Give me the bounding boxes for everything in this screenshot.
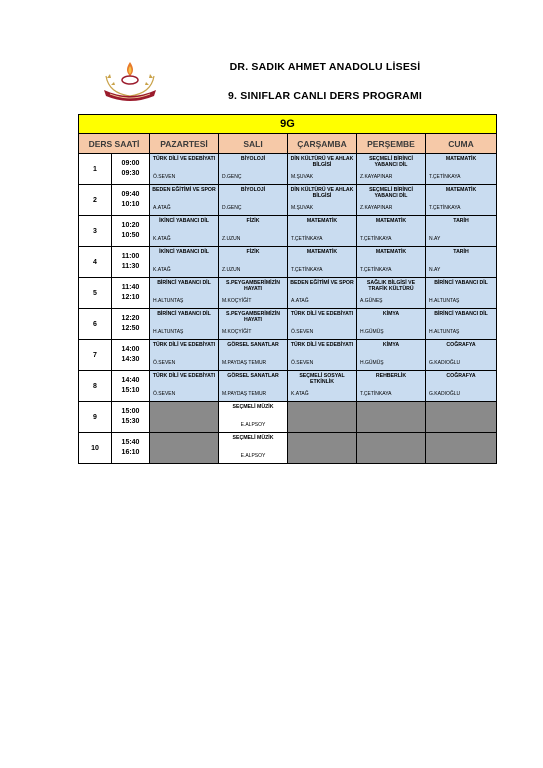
teacher-name: Ö.SEVEN (291, 360, 314, 366)
start-time: 11:00 (121, 253, 140, 260)
schedule-row (79, 278, 497, 309)
lesson-number: 8 (79, 371, 112, 402)
lesson-cell (288, 402, 357, 433)
start-time: 11:40 (121, 284, 140, 291)
lesson-cell (288, 371, 357, 402)
subject-name: BİYOLOJİ (240, 156, 266, 162)
subject-name: GÖRSEL SANATLAR (227, 342, 279, 348)
lesson-cell (219, 278, 288, 309)
lesson-cell (288, 154, 357, 185)
lesson-cell (357, 216, 426, 247)
subject-name: BEDEN EĞİTİMİ VE SPOR (152, 187, 216, 193)
start-time: 15:00 (121, 408, 140, 415)
end-time: 11:30 (121, 263, 140, 270)
lesson-cell (150, 371, 219, 402)
schedule-row (79, 402, 497, 433)
teacher-name: Z.UZUN (222, 236, 241, 242)
teacher-name: D.GENÇ (222, 174, 242, 180)
lesson-number: 3 (79, 216, 112, 247)
subject-name (357, 433, 425, 450)
teacher-name: M.KOÇYİĞİT (222, 329, 252, 335)
teacher-name: M.PAYDAŞ TEMUR (222, 391, 267, 397)
teacher-name: A.GÜNEŞ (360, 298, 383, 304)
schedule-row (79, 340, 497, 371)
schedule-row (79, 154, 497, 185)
lesson-cell (288, 309, 357, 340)
lesson-cell (150, 278, 219, 309)
subject-name (426, 402, 496, 419)
subject-name: KİMYA (382, 311, 400, 317)
subject-name: İKİNCİ YABANCI DİL (159, 249, 209, 255)
start-time: 15:40 (121, 439, 140, 446)
subject-name (150, 402, 218, 419)
lesson-time (112, 402, 150, 433)
end-time: 12:10 (121, 294, 140, 301)
lesson-number: 9 (79, 402, 112, 433)
lesson-number: 7 (79, 340, 112, 371)
subject-name: SEÇMELİ MÜZİK (232, 435, 274, 441)
subject-name: SEÇMELİ BİRİNCİ YABANCI DİL (369, 187, 413, 199)
lesson-number: 4 (79, 247, 112, 278)
lesson-cell (426, 433, 497, 464)
subject-name: DİN KÜLTÜRÜ VE AHLAK BİLGİSİ (290, 156, 354, 168)
lesson-time (112, 340, 150, 371)
lesson-cell (426, 340, 497, 371)
subject-name: MATEMATİK (445, 156, 477, 162)
subject-name (150, 433, 218, 450)
end-time: 10:10 (121, 201, 140, 208)
teacher-name: T.ÇETİNKAYA (429, 174, 461, 180)
lesson-cell (288, 278, 357, 309)
lesson-time (112, 185, 150, 216)
subject-name: MATEMATİK (375, 218, 407, 224)
teacher-name: N.AY (429, 236, 441, 242)
subject-name: MATEMATİK (306, 249, 338, 255)
subject-name: TÜRK DİLİ VE EDEBİYATI (152, 373, 216, 379)
subject-name: TARİH (453, 249, 469, 255)
subject-name: COĞRAFYA (446, 342, 476, 348)
subject-name: TARİH (453, 218, 469, 224)
end-time: 10:50 (121, 232, 140, 239)
lesson-number: 6 (79, 309, 112, 340)
teacher-name: T.ÇETİNKAYA (429, 205, 461, 211)
lesson-cell (219, 185, 288, 216)
lesson-cell (150, 340, 219, 371)
lesson-cell (150, 433, 219, 464)
subject-name: BİRİNCİ YABANCI DİL (434, 311, 488, 317)
teacher-name: Ö.SEVEN (153, 174, 176, 180)
teacher-name: E.ALPSOY (240, 453, 266, 459)
end-time: 14:30 (121, 356, 140, 363)
school-name: DR. SADIK AHMET ANADOLU LİSESİ (229, 61, 421, 73)
lesson-cell (357, 340, 426, 371)
lesson-number: 10 (79, 433, 112, 464)
end-time: 12:50 (121, 325, 140, 332)
lesson-cell (219, 309, 288, 340)
lesson-cell (357, 154, 426, 185)
teacher-name: M.KOÇYİĞİT (222, 298, 252, 304)
subject-name: BİRİNCİ YABANCI DİL (157, 311, 211, 317)
lesson-time (112, 216, 150, 247)
subject-name: SEÇMELİ MÜZİK (232, 404, 274, 410)
lesson-number: 1 (79, 154, 112, 185)
end-time: 09:30 (121, 170, 140, 177)
subject-name: FİZİK (246, 249, 260, 255)
schedule-row (79, 433, 497, 464)
teacher-name: K.ATAĞ (153, 236, 171, 242)
subject-name: SAĞLIK BİLGİSİ VE TRAFİK KÜLTÜRÜ (366, 280, 416, 292)
lesson-time (112, 371, 150, 402)
teacher-name: Ö.SEVEN (291, 329, 314, 335)
lesson-cell (357, 278, 426, 309)
subject-name: BİRİNCİ YABANCI DİL (157, 280, 211, 286)
lesson-cell (288, 433, 357, 464)
lesson-cell (426, 154, 497, 185)
teacher-name: K.ATAĞ (291, 391, 309, 397)
lesson-cell (288, 185, 357, 216)
schedule-table (78, 114, 497, 464)
column-header-day: SALI (219, 134, 288, 154)
lesson-cell (288, 247, 357, 278)
lesson-cell (219, 340, 288, 371)
lesson-cell (357, 371, 426, 402)
start-time: 10:20 (121, 222, 140, 229)
subject-name: MATEMATİK (445, 187, 477, 193)
lesson-cell (219, 402, 288, 433)
teacher-name: A.ATAĞ (291, 298, 309, 304)
column-header-day: PERŞEMBE (357, 134, 426, 154)
subject-name: BİRİNCİ YABANCI DİL (434, 280, 488, 286)
teacher-name: H.ALTUNTAŞ (153, 298, 184, 304)
subject-name: KİMYA (382, 342, 400, 348)
lesson-cell (219, 371, 288, 402)
lesson-cell (219, 154, 288, 185)
lesson-cell (219, 216, 288, 247)
lesson-cell (426, 371, 497, 402)
lesson-cell (150, 216, 219, 247)
start-time: 09:00 (121, 160, 140, 167)
teacher-name: D.GENÇ (222, 205, 242, 211)
subject-name: REHBERLİK (375, 373, 407, 379)
end-time: 15:10 (121, 387, 140, 394)
lesson-cell (426, 185, 497, 216)
teacher-name: H.ALTUNTAŞ (429, 329, 460, 335)
teacher-name: T.ÇETİNKAYA (360, 236, 392, 242)
lesson-time (112, 309, 150, 340)
subject-name: TÜRK DİLİ VE EDEBİYATI (152, 156, 216, 162)
lesson-cell (357, 185, 426, 216)
teacher-name: Z.KAYAPINAR (360, 174, 393, 180)
class-name: 9G (79, 115, 497, 134)
lesson-time (112, 247, 150, 278)
lesson-cell (150, 247, 219, 278)
lesson-cell (357, 433, 426, 464)
subject-name: MATEMATİK (375, 249, 407, 255)
subject-name: FİZİK (246, 218, 260, 224)
schedule-row (79, 371, 497, 402)
schedule-row (79, 309, 497, 340)
lesson-cell (426, 278, 497, 309)
subject-name: COĞRAFYA (446, 373, 476, 379)
subject-name (426, 433, 496, 450)
lesson-time (112, 154, 150, 185)
subject-name: İKİNCİ YABANCI DİL (159, 218, 209, 224)
teacher-name: H.GÜMÜŞ (360, 329, 384, 335)
teacher-name: M.PAYDAŞ TEMUR (222, 360, 267, 366)
lesson-cell (150, 185, 219, 216)
column-header-day: PAZARTESİ (150, 134, 219, 154)
subject-name: S.PEYGAMBERİMİZİN HAYATI (226, 311, 280, 323)
lesson-time (112, 278, 150, 309)
teacher-name: E.ALPSOY (240, 422, 266, 428)
column-header-day: CUMA (426, 134, 497, 154)
teacher-name: H.ALTUNTAŞ (429, 298, 460, 304)
start-time: 14:00 (121, 346, 140, 353)
subject-name: BİYOLOJİ (240, 187, 266, 193)
teacher-name: N.AY (429, 267, 441, 273)
lesson-cell (426, 402, 497, 433)
start-time: 12:20 (121, 315, 140, 322)
lesson-cell (150, 154, 219, 185)
lesson-cell (150, 309, 219, 340)
teacher-name: H.GÜMÜŞ (360, 360, 384, 366)
teacher-name: H.ALTUNTAŞ (153, 329, 184, 335)
subject-name: TÜRK DİLİ VE EDEBİYATI (290, 311, 354, 317)
lesson-cell (288, 216, 357, 247)
lesson-time (112, 433, 150, 464)
subject-name: SEÇMELİ BİRİNCİ YABANCI DİL (369, 156, 413, 168)
teacher-name: T.ÇETİNKAYA (360, 267, 392, 273)
lesson-number: 5 (79, 278, 112, 309)
lesson-cell (426, 216, 497, 247)
subject-name: SEÇMELİ SOSYAL ETKİNLİK (299, 373, 345, 385)
teacher-name: M.ŞUVAK (291, 205, 314, 211)
lesson-cell (357, 309, 426, 340)
subject-name: DİN KÜLTÜRÜ VE AHLAK BİLGİSİ (290, 187, 354, 199)
teacher-name: Ö.SEVEN (153, 391, 176, 397)
teacher-name: M.ŞUVAK (291, 174, 314, 180)
subject-name (288, 402, 356, 419)
subject-name: GÖRSEL SANATLAR (227, 373, 279, 379)
teacher-name: Z.KAYAPINAR (360, 205, 393, 211)
subject-name: TÜRK DİLİ VE EDEBİYATI (290, 342, 354, 348)
lesson-cell (357, 402, 426, 433)
subject-name: S.PEYGAMBERİMİZİN HAYATI (226, 280, 280, 292)
lesson-cell (219, 247, 288, 278)
school-logo (96, 58, 164, 106)
teacher-name: T.ÇETİNKAYA (360, 391, 392, 397)
teacher-name: Ö.SEVEN (153, 360, 176, 366)
lesson-number: 2 (79, 185, 112, 216)
start-time: 14:40 (121, 377, 140, 384)
lesson-cell (426, 309, 497, 340)
subject-name (357, 402, 425, 419)
teacher-name: T.ÇETİNKAYA (291, 236, 323, 242)
teacher-name: T.ÇETİNKAYA (291, 267, 323, 273)
schedule-row (79, 247, 497, 278)
teacher-name: G.KADIOĞLU (429, 360, 461, 366)
schedule-row (79, 185, 497, 216)
end-time: 15:30 (121, 418, 140, 425)
column-header-time: DERS SAATİ (79, 134, 150, 154)
teacher-name: K.ATAĞ (153, 267, 171, 273)
program-title: 9. SINIFLAR CANLI DERS PROGRAMI (227, 90, 423, 102)
lesson-cell (219, 433, 288, 464)
lesson-cell (288, 340, 357, 371)
lesson-cell (426, 247, 497, 278)
teacher-name: A.ATAĞ (153, 205, 171, 211)
lesson-cell (150, 402, 219, 433)
subject-name: TÜRK DİLİ VE EDEBİYATI (152, 342, 216, 348)
end-time: 16:10 (121, 449, 140, 456)
lesson-cell (357, 247, 426, 278)
teacher-name: G.KADIOĞLU (429, 391, 461, 397)
subject-name: BEDEN EĞİTİMİ VE SPOR (290, 280, 354, 286)
subject-name (288, 433, 356, 450)
schedule-row (79, 216, 497, 247)
start-time: 09:40 (121, 191, 140, 198)
column-header-day: ÇARŞAMBA (288, 134, 357, 154)
subject-name: MATEMATİK (306, 218, 338, 224)
teacher-name: Z.UZUN (222, 267, 241, 273)
